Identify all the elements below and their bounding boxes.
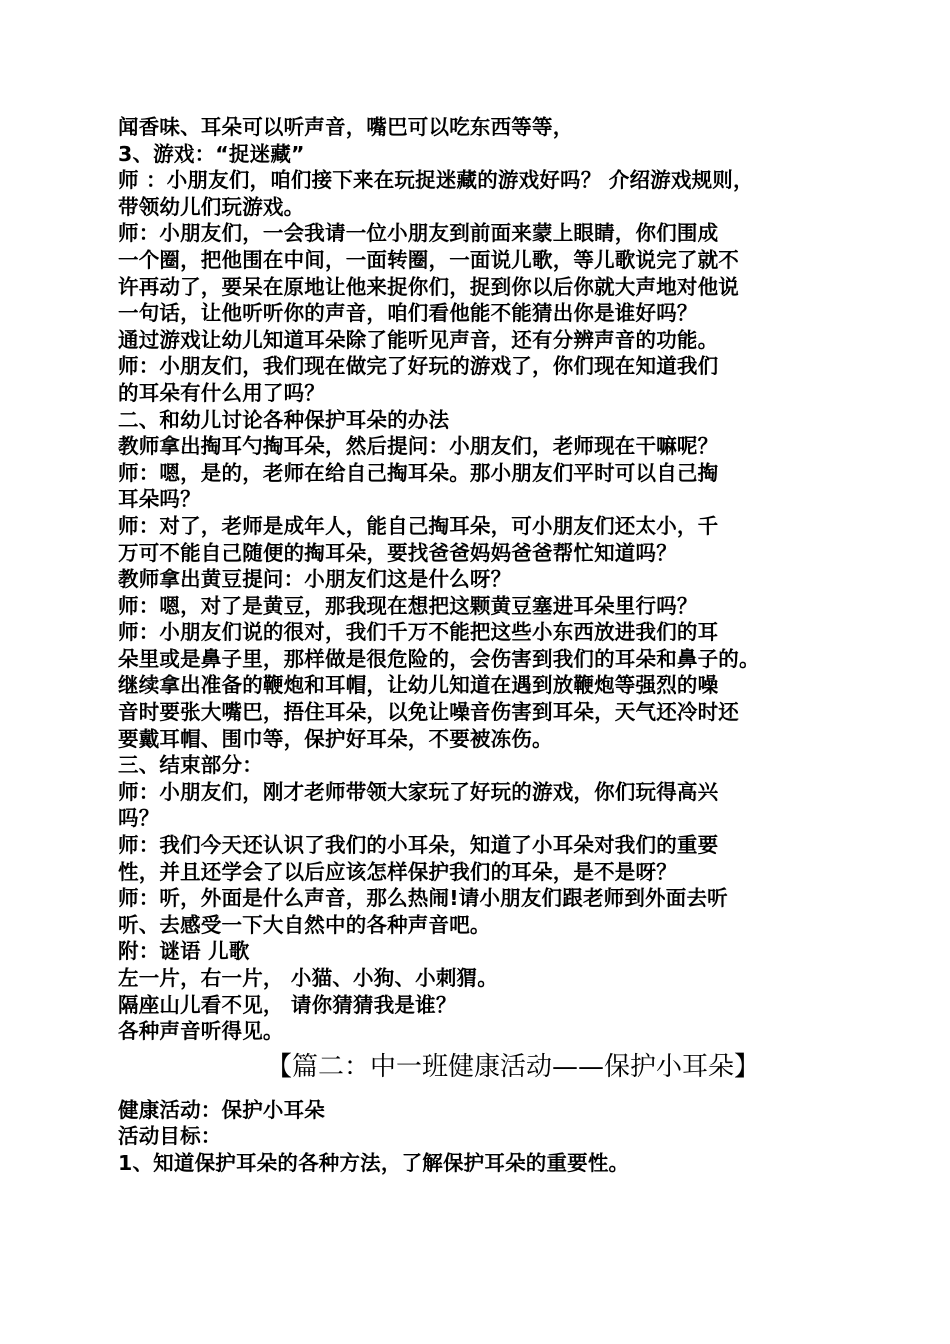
text-line: 的耳朵有什么用了吗？ [118,380,325,405]
text-line: 一句话，让他听听你的声音，咱们看他能不能猜出你是谁好吗？ [118,301,698,326]
text-line: 3、游戏：“捉迷藏” [118,141,305,166]
text-line: 许再动了，要呆在原地让他来捉你们，捉到你以后你就大声地对他说 [118,274,739,299]
text-line: 朵里或是鼻子里，那样做是很危险的，会伤害到我们的耳朵和鼻子的。 [118,646,760,671]
text-line: 教师拿出黄豆提问：小朋友们这是什么呀？ [118,567,512,592]
text-line: 通过游戏让幼儿知道耳朵除了能听见声音，还有分辨声音的功能。 [118,327,719,352]
text-line: 耳朵吗？ [118,487,201,512]
text-line: 带领幼儿们玩游戏。 [118,194,305,219]
text-line: 师：听，外面是什么声音，那么热闹!请小朋友们跟老师到外面去听 [118,886,728,911]
text-line: 二、和幼儿讨论各种保护耳朵的办法 [118,407,450,432]
text-line: 师：小朋友们，我们现在做完了好玩的游戏了，你们现在知道我们 [118,354,719,379]
text-line: 听、去感受一下大自然中的各种声音吧。 [118,912,491,937]
text-line: 健康活动：保护小耳朵 [118,1097,325,1122]
text-line: 师：嗯，对了是黄豆，那我现在想把这颗黄豆塞进耳朵里行吗？ [118,593,698,618]
text-line: 师：小朋友们，一会我请一位小朋友到前面来蒙上眼睛，你们围成 [118,221,719,246]
text-line: 要戴耳帽、围巾等，保护好耳朵，不要被冻伤。 [118,726,553,751]
text-line: 吗？ [118,806,160,831]
text-line: 师：小朋友们，刚才老师带领大家玩了好玩的游戏，你们玩得高兴 [118,779,719,804]
text-line: 师：嗯，是的，老师在给自己掏耳朵。那小朋友们平时可以自己掏 [118,460,719,485]
text-line: 教师拿出掏耳勺掏耳朵，然后提问：小朋友们，老师现在干嘛呢？ [118,434,719,459]
text-line: 左一片，右一片， 小猫、小狗、小刺猬。 [118,966,498,990]
text-line: 一个圈，把他围在中间，一面转圈，一面说儿歌，等儿歌说完了就不 [118,247,739,272]
section-heading: 【篇二：中一班健康活动——保护小耳朵】 [265,1051,760,1082]
document-body [118,114,848,1177]
text-line: 师：我们今天还认识了我们的小耳朵，知道了小耳朵对我们的重要 [118,833,719,858]
text-line: 隔座山儿看不见， 请你猜猜我是谁？ [118,992,457,1017]
text-line: 三、结束部分： [118,753,263,778]
text-line: 1、知道保护耳朵的各种方法，了解保护耳朵的重要性。 [118,1150,630,1175]
text-line: 闻香味、耳朵可以听声音，嘴巴可以吃东西等等， [118,115,574,139]
text-block-part-one [118,114,848,1045]
text-line: 性，并且还学会了以后应该怎样保护我们的耳朵，是不是呀？ [118,859,677,884]
text-line: 师：小朋友们说的很对，我们千万不能把这些小东西放进我们的耳 [118,620,719,645]
text-line: 音时要张大嘴巴，捂住耳朵，以免让噪音伤害到耳朵，天气还冷时还 [118,700,739,725]
text-line: 师 ：小朋友们，咱们接下来在玩捉迷藏的游戏好吗？ 介绍游戏规则， [118,168,754,193]
text-block-part-two [118,1097,848,1177]
text-line: 各种声音听得见。 [118,1019,284,1044]
text-line: 活动目标： [118,1124,222,1149]
text-line: 附：谜语 儿歌 [118,939,250,964]
text-line: 万可不能自己随便的掏耳朵，要找爸爸妈妈爸爸帮忙知道吗？ [118,540,677,565]
text-line: 继续拿出准备的鞭炮和耳帽，让幼儿知道在遇到放鞭炮等强烈的噪 [118,673,719,698]
text-line: 师：对了，老师是成年人，能自己掏耳朵，可小朋友们还太小，千 [118,513,719,538]
